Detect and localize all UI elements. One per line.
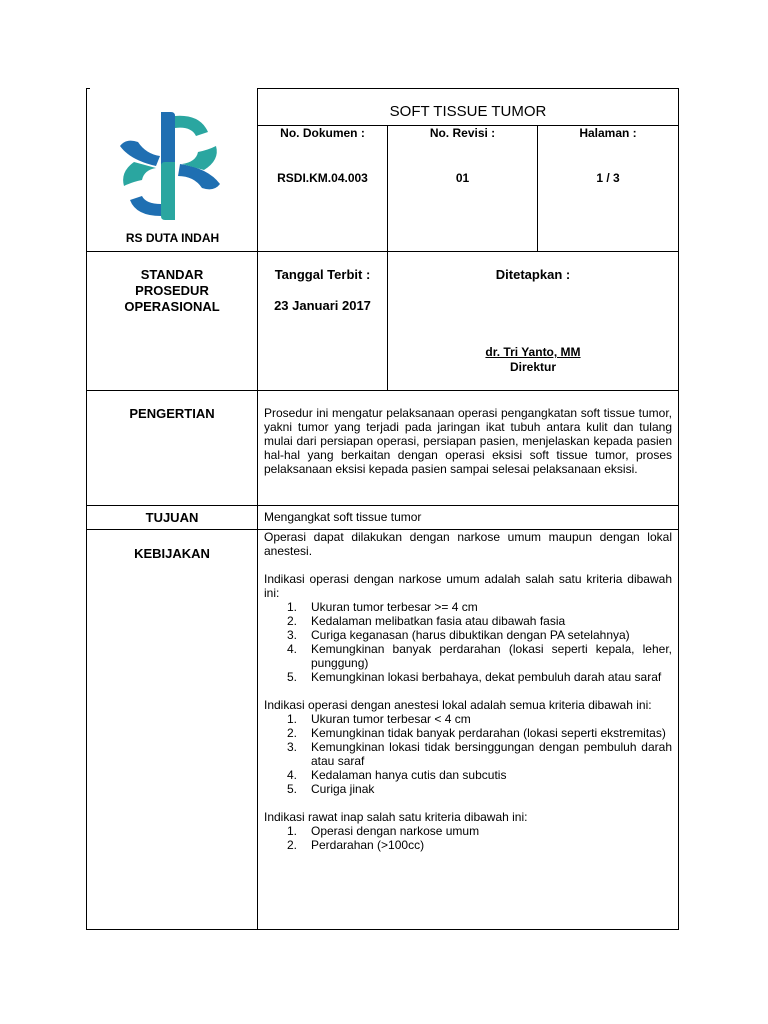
revision-number-label: No. Revisi : — [429, 126, 496, 140]
hospital-logo — [112, 108, 228, 224]
row-divider-2 — [86, 390, 678, 391]
approver-name: dr. Tri Yanto, MM — [485, 345, 581, 359]
general-anesthesia-list — [264, 600, 672, 684]
issued-date-label: Tanggal Terbit : — [274, 267, 371, 282]
inpatient-intro: Indikasi rawat inap salah satu kriteria dibawah ini: — [264, 810, 528, 824]
local-anesthesia-list — [264, 712, 672, 796]
row-divider-3 — [86, 505, 678, 506]
column-divider — [257, 88, 258, 930]
list-item: 1. Ukuran tumor terbesar >= 4 cm — [287, 600, 478, 614]
list-item: 1. Ukuran tumor terbesar < 4 cm — [287, 712, 471, 726]
hospital-name: RS DUTA INDAH — [125, 231, 220, 245]
list-item: 3. Kemungkinan lokasi tidak bersinggungan dengan pembuluh darah atau saraf — [287, 740, 672, 768]
table-border-right — [678, 88, 679, 930]
pengertian-text: Prosedur ini mengatur pelaksanaan operasi pengangkatan soft tissue tumor, yakni tumor yang terjadi pada jaringan ikat tubuh antara kulit dan tulang mulai dari persiapan operasi, persiapan pasien, menjelaskan kepada pasien hal-hal yang berkaitan dengan operasi eksisi soft tissue tumor, proses pelaksanaan eksisi kepada pasien sampai selesai pelaksanaan eksisi. — [264, 406, 672, 476]
general-anesthesia-intro: Indikasi operasi dengan narkose umum adalah salah satu kriteria dibawah ini: — [264, 572, 672, 600]
row-divider-1 — [86, 251, 678, 252]
list-item: 2. Kedalaman melibatkan fasia atau dibawah fasia — [287, 614, 566, 628]
page-value: 1 / 3 — [596, 171, 620, 185]
approved-by-label: Ditetapkan : — [495, 267, 571, 282]
document-number-value: RSDI.KM.04.003 — [277, 171, 368, 185]
table-border-left — [86, 88, 87, 930]
list-item: 5. Kemungkinan lokasi berbahaya, dekat pembuluh darah atau saraf — [287, 670, 662, 684]
inpatient-list — [264, 824, 672, 852]
sop-title-line-1: STANDAR — [140, 267, 204, 282]
kebijakan-content — [264, 530, 672, 852]
list-item: 4. Kemungkinan banyak perdarahan (lokasi seperti kepala, leher, punggung) — [287, 642, 672, 670]
kebijakan-label: KEBIJAKAN — [134, 546, 210, 561]
sop-title — [87, 267, 257, 315]
tujuan-text: Mengangkat soft tissue tumor — [264, 510, 422, 524]
sop-title-line-2: PROSEDUR — [135, 283, 209, 298]
header-col-divider-1 — [387, 125, 388, 251]
list-item: 1. Operasi dengan narkose umum — [287, 824, 480, 838]
local-anesthesia-intro: Indikasi operasi dengan anestesi lokal adalah semua kriteria dibawah ini: — [264, 698, 652, 712]
approver-title: Direktur — [509, 360, 556, 374]
table-border-top — [86, 88, 90, 89]
kebijakan-intro: Operasi dapat dilakukan dengan narkose umum maupun dengan lokal anestesi. — [264, 530, 672, 558]
issued-date-value: 23 Januari 2017 — [274, 298, 371, 313]
list-item: 4. Kedalaman hanya cutis dan subcutis — [287, 768, 507, 782]
pengertian-label: PENGERTIAN — [129, 406, 215, 421]
document-number-label: No. Dokumen : — [280, 126, 365, 140]
sop-title-line-3: OPERASIONAL — [124, 299, 220, 314]
list-item: 5. Curiga jinak — [287, 782, 375, 796]
list-item: 2. Kemungkinan tidak banyak perdarahan (lokasi seperti ekstremitas) — [287, 726, 666, 740]
page-label: Halaman : — [579, 126, 637, 140]
header-col-divider-2 — [537, 125, 538, 251]
logo-icon — [112, 108, 228, 224]
revision-number-value: 01 — [455, 171, 470, 185]
list-item: 2. Perdarahan (>100cc) — [287, 838, 425, 852]
table-border-bottom — [86, 929, 679, 930]
tujuan-label: TUJUAN — [145, 510, 199, 525]
list-item: 3. Curiga keganasan (harus dibuktikan dengan PA setelahnya) — [287, 628, 630, 642]
document-title: SOFT TISSUE TUMOR — [389, 103, 547, 120]
table-border-top-right — [257, 88, 678, 89]
